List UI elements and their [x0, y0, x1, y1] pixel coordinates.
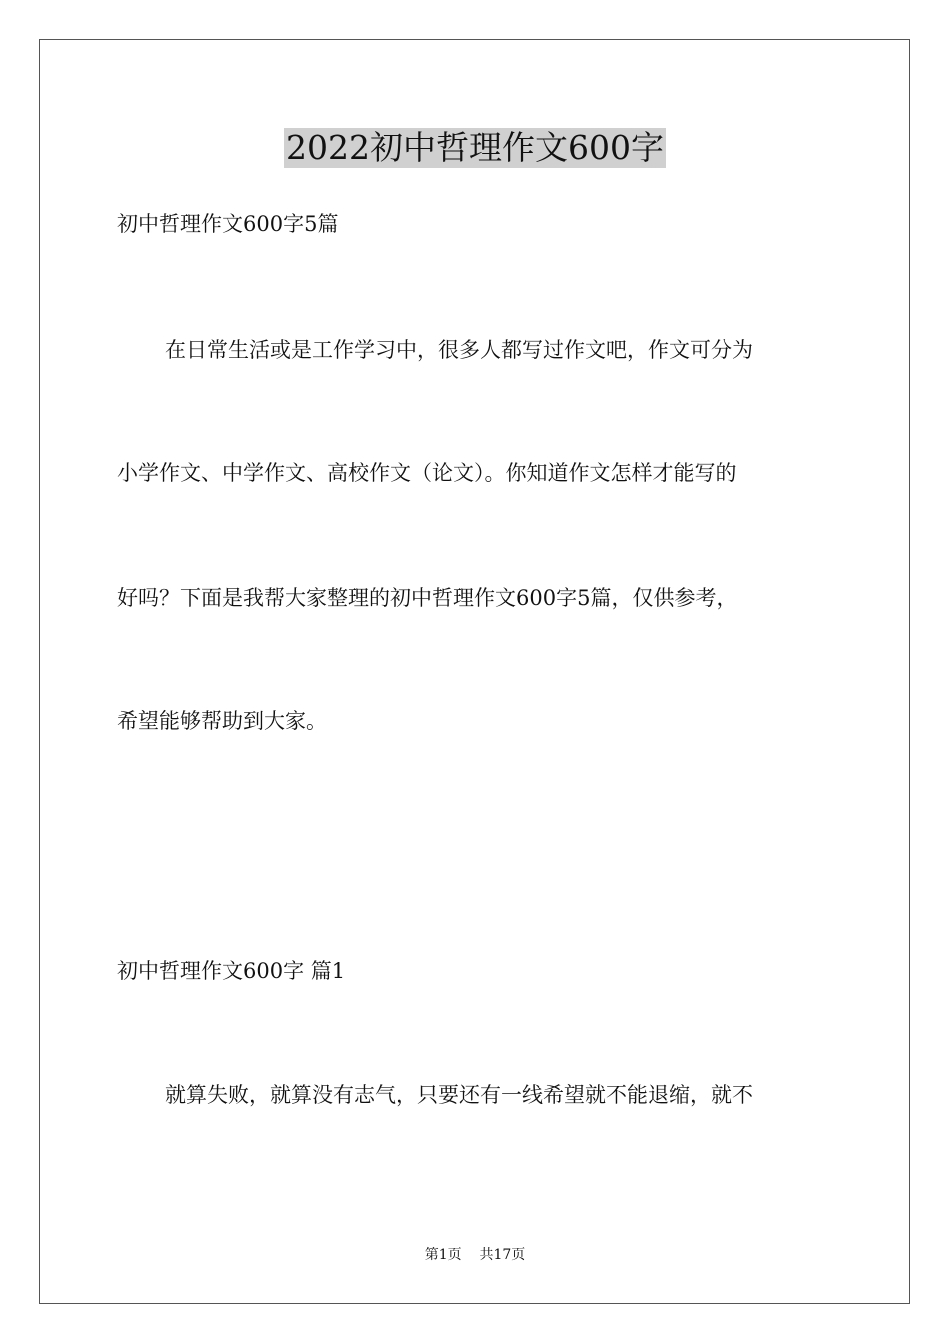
title-container: [0, 128, 950, 168]
document-subtitle: 初中哲理作文600字5篇: [117, 212, 339, 236]
page-footer: [0, 1246, 950, 1264]
section-heading: 初中哲理作文600字 篇1: [117, 959, 346, 983]
intro-line-3: 好吗？下面是我帮大家整理的初中哲理作文600字5篇，仅供参考，: [117, 586, 738, 610]
intro-line-1: 在日常生活或是工作学习中，很多人都写过作文吧，作文可分为: [165, 338, 753, 362]
footer-total-pages: 共17页: [479, 1247, 526, 1263]
section-line-1: 就算失败，就算没有志气，只要还有一线希望就不能退缩，就不: [165, 1083, 753, 1107]
intro-line-2: 小学作文、中学作文、高校作文（论文）。你知道作文怎样才能写的: [117, 461, 737, 485]
document-title: 2022初中哲理作文600字: [286, 128, 664, 167]
footer-page-number: 第1页: [424, 1247, 462, 1263]
intro-line-4: 希望能够帮助到大家。: [117, 709, 327, 733]
